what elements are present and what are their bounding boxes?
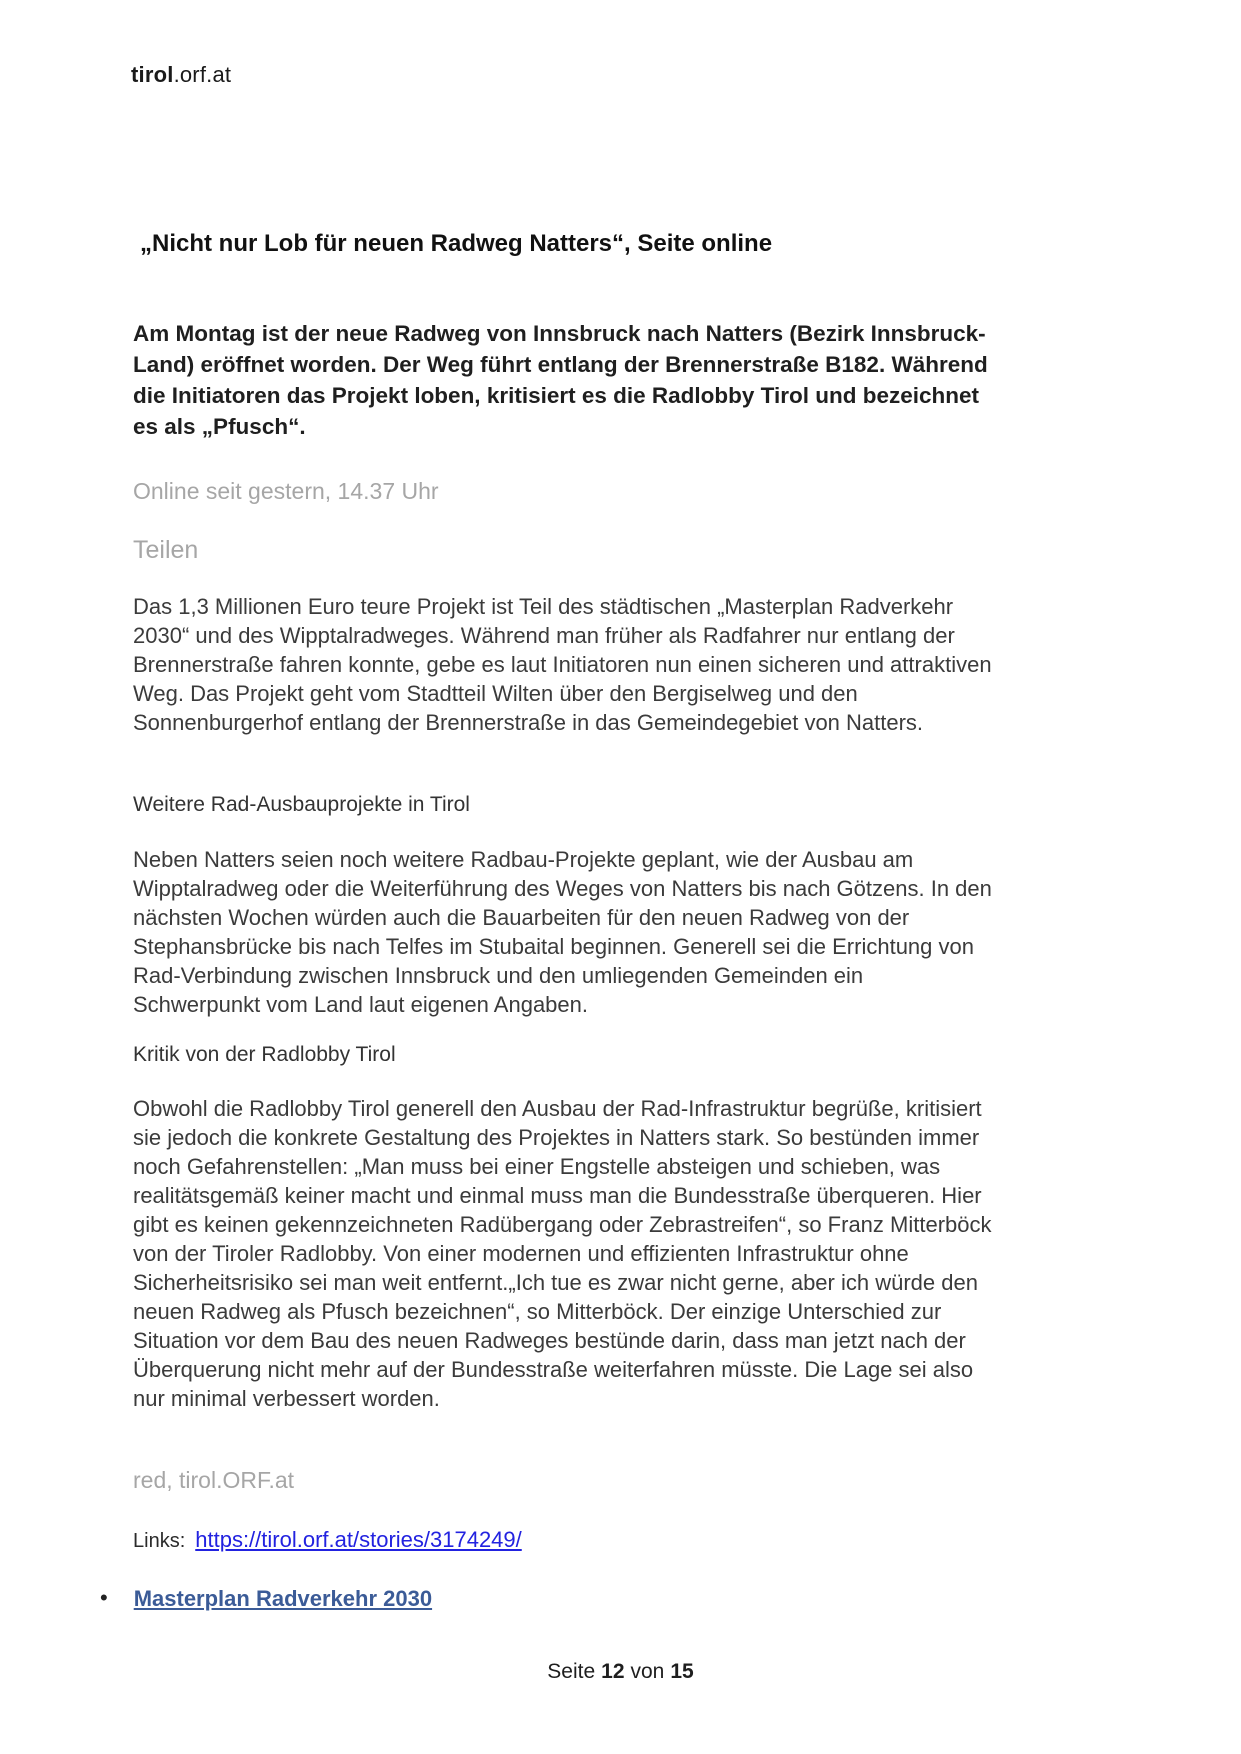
- subheading-2: Kritik von der Radlobby Tirol: [133, 1043, 396, 1066]
- byline: red, tirol.ORF.at: [133, 1467, 295, 1493]
- links-label: Links:: [133, 1530, 186, 1552]
- paragraph-2: Neben Natters seien noch weitere Radbau-Projekte geplant, wie der Ausbau am Wipptalradweg oder die Weiterführung des Weges von Natters bis nach Götzens. In den nächsten Wochen würden auch die Bauarbeiten für den neuen Radweg von der Stephansbrücke bis nach Telfes im Stubaital beginnen. Generell sei die Errichtung von Rad-Verbindung zwischen Innsbruck und den umliegenden Gemeinden ein Schwerpunkt vom Land laut eigenen Angaben.: [133, 847, 992, 1017]
- subheading-1: Weitere Rad-Ausbauprojekte in Tirol: [133, 793, 470, 816]
- site-brand-rest: .orf.at: [173, 62, 232, 87]
- bullet-icon: •: [100, 1585, 108, 1610]
- page-number-footer: [0, 1660, 1241, 1684]
- page-total: 15: [670, 1660, 694, 1683]
- related-link[interactable]: Masterplan Radverkehr 2030: [133, 1586, 433, 1611]
- related-link-item: [100, 1585, 432, 1612]
- article-lead: Am Montag ist der neue Radweg von Innsbruck nach Natters (Bezirk Innsbruck-Land) eröffnet worden. Der Weg führt entlang der Brennerstraße B182. Während die Initiatoren das Projekt loben, kritisiert es die Radlobby Tirol und bezeichnet es als „Pfusch“.: [133, 321, 988, 439]
- site-brand: [131, 62, 231, 88]
- paragraph-1: Das 1,3 Millionen Euro teure Projekt ist Teil des städtischen „Masterplan Radverkehr 2030“ und des Wipptalradweges. Während man früher als Radfahrer nur entlang der Brennerstraße fahren konnte, gebe es laut Initiatoren nun einen sicheren und attraktiven Weg. Das Projekt geht vom Stadtteil Wilten über den Bergiselweg und den Sonnenburgerhof entlang der Brennerstraße in das Gemeindegebiet von Natters.: [133, 594, 992, 735]
- page-word: Seite: [547, 1660, 596, 1683]
- paragraph-3: Obwohl die Radlobby Tirol generell den Ausbau der Rad-Infrastruktur begrüße, kritisiert sie jedoch die konkrete Gestaltung des Projektes in Natters stark. So bestünden immer noch Gefahrenstellen: „Man muss bei einer Engstelle absteigen und schieben, was realitätsgemäß keiner macht und einmal muss man die Bundesstraße überqueren. Hier gibt es keinen gekennzeichneten Radübergang oder Zebrastreifen“, so Franz Mitterböck von der Tiroler Radlobby. Von einer modernen und effizienten Infrastruktur ohne Sicherheitsrisiko sei man weit entfernt.„Ich tue es zwar nicht gerne, aber ich würde den neuen Radweg als Pfusch bezeichnen“, so Mitterböck. Der einzige Unterschied zur Situation vor dem Bau des neuen Radweges bestünde darin, dass man jetzt nach der Überquerung nicht mehr auf der Bundesstraße weiterfahren müsste. Die Lage sei also nur minimal verbessert worden.: [133, 1096, 992, 1411]
- article-title: „Nicht nur Lob für neuen Radweg Natters“, Seite online: [140, 230, 773, 257]
- story-url-link[interactable]: https://tirol.orf.at/stories/3174249/: [195, 1527, 522, 1552]
- site-brand-bold: tirol: [131, 62, 174, 87]
- links-row: [133, 1527, 522, 1553]
- page-current: 12: [601, 1660, 625, 1683]
- publish-timestamp: Online seit gestern, 14.37 Uhr: [133, 478, 439, 504]
- of-word: von: [630, 1660, 665, 1683]
- share-button[interactable]: Teilen: [133, 536, 199, 564]
